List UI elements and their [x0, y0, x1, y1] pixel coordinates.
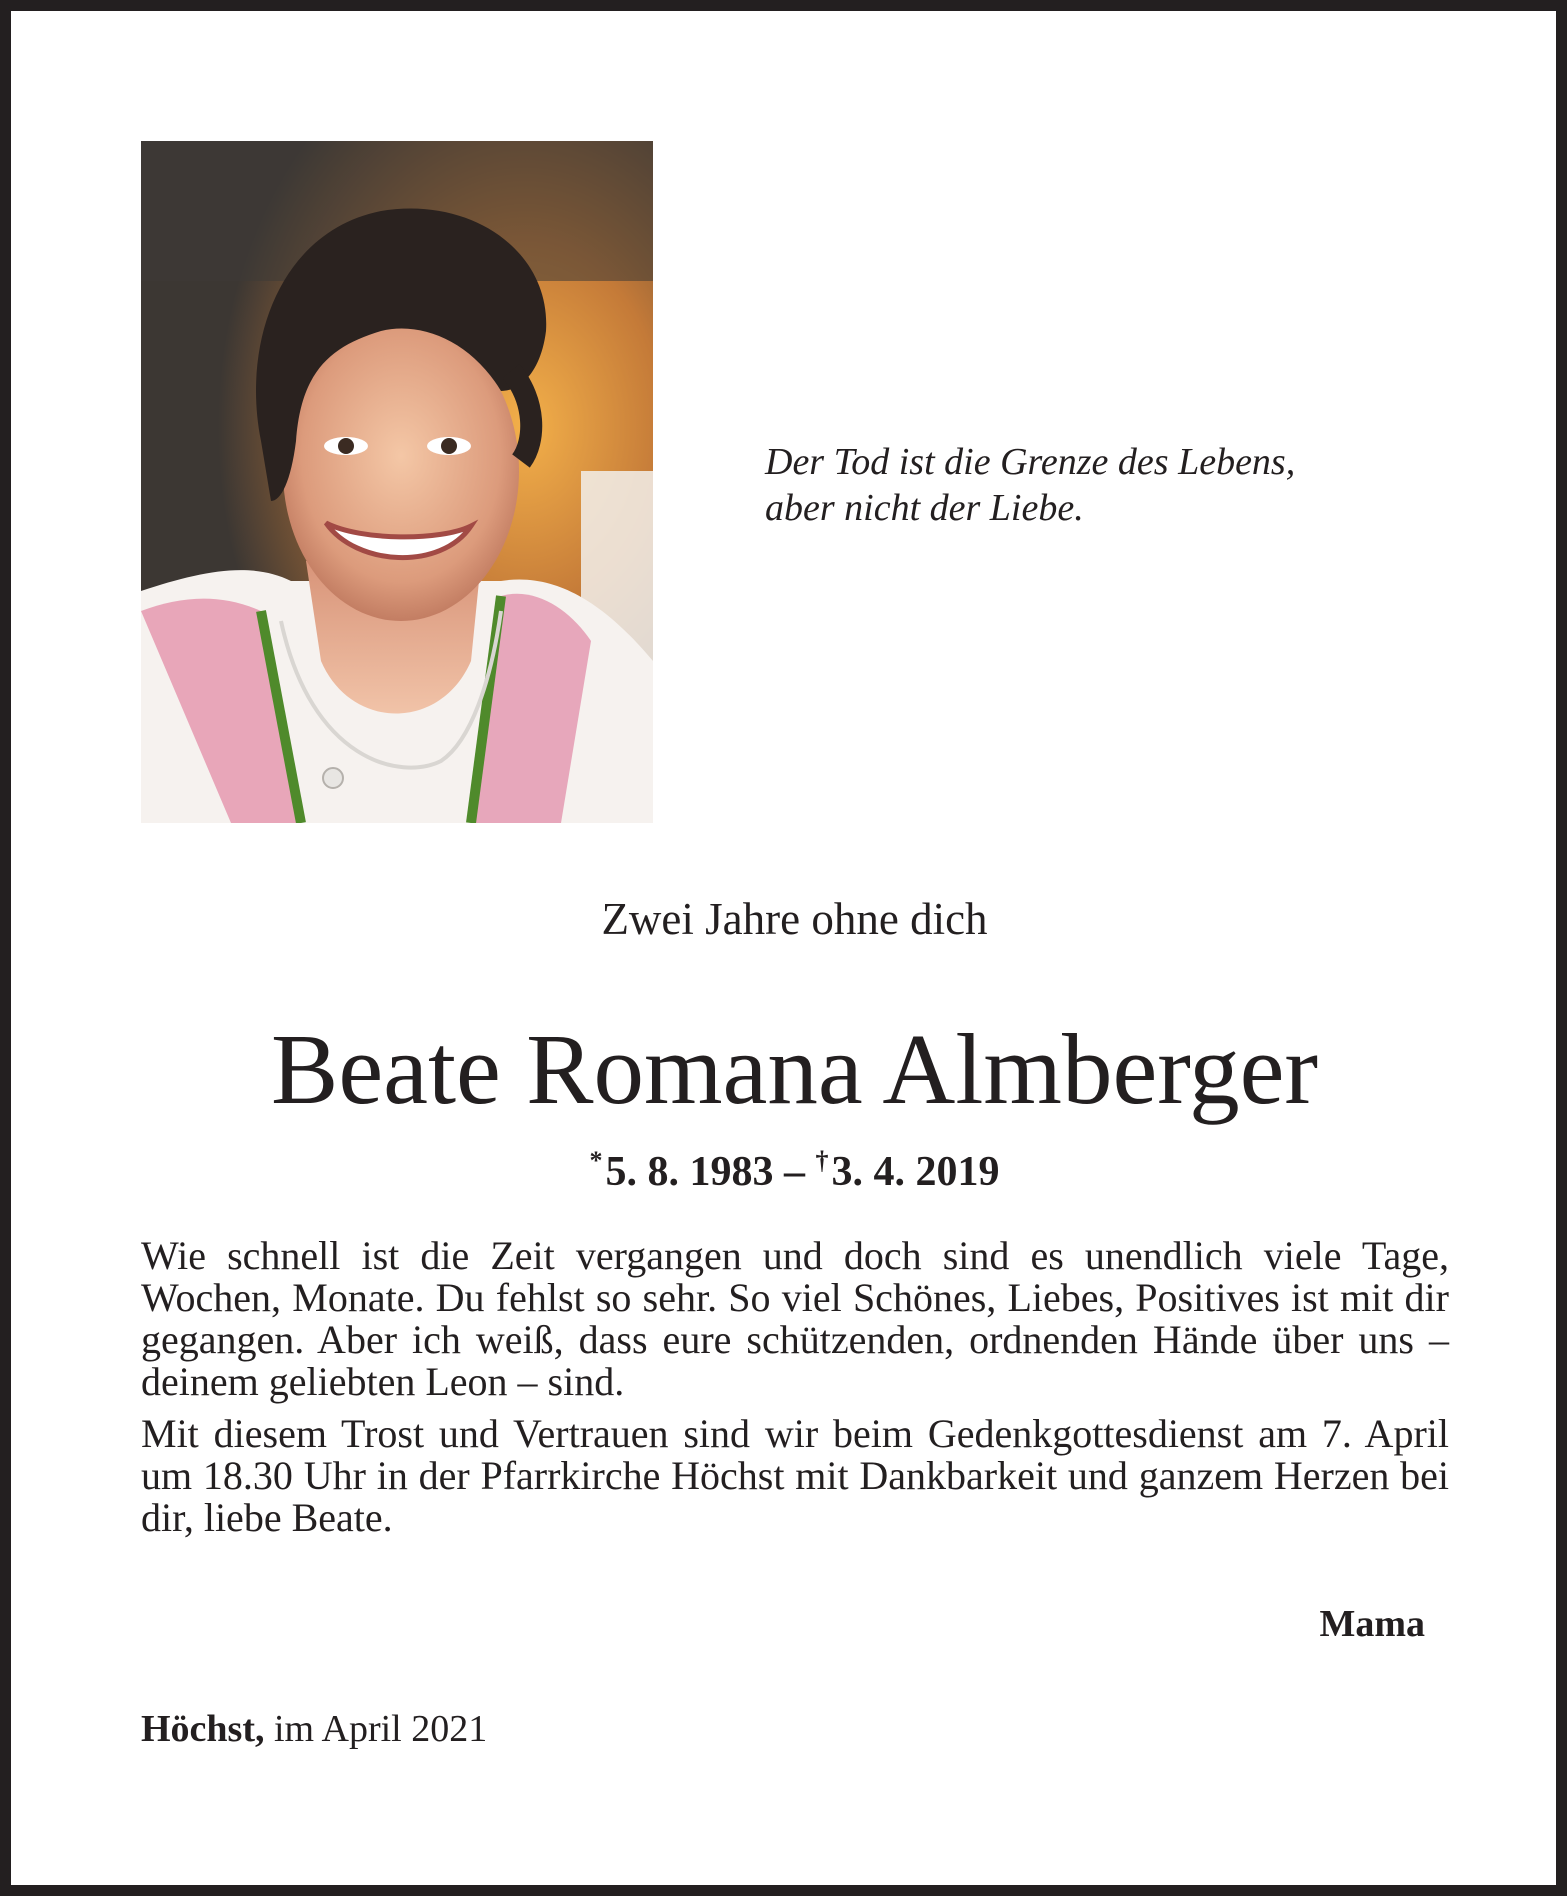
paragraph-2: Mit diesem Trost und Vertrauen sind wir beim Gedenkgottesdienst am 7. April um 18.30 Uhr in der Pfarrkirche Höchst mit Dankbarkeit und ganzem Herzen bei dir, liebe Beate.: [141, 1411, 1449, 1540]
life-dates: [11, 1135, 1567, 1198]
death-date: 3. 4. 2019: [831, 1149, 1000, 1195]
date-separator: –: [773, 1149, 816, 1195]
deceased-name: Beate Romana Almberger: [270, 1013, 1319, 1125]
memorial-text: [141, 1235, 1449, 1549]
death-mark: †: [815, 1146, 829, 1175]
quote-line-2: aber nicht der Liebe.: [765, 487, 1084, 529]
birth-date: 5. 8. 1983: [605, 1149, 774, 1195]
subtitle: Zwei Jahre ohne dich: [601, 894, 988, 944]
place-town: Höchst,: [141, 1708, 265, 1750]
place-date-line: [141, 1706, 487, 1752]
place-date: im April 2021: [264, 1708, 488, 1750]
birth-mark: *: [589, 1146, 603, 1175]
paragraph-1: Wie schnell ist die Zeit vergangen und doch sind es unendlich viele Tage, Wochen, Monate. Du fehlst so sehr. So viel Schönes, Liebes, Positives ist mit dir gegangen. Aber ich weiß, dass eure schützenden, ordnenden Hände über uns – deinem geliebten Leon – sind.: [141, 1233, 1449, 1404]
memorial-quote: [765, 439, 1295, 531]
quote-line-1: Der Tod ist die Grenze des Lebens,: [765, 441, 1296, 483]
portrait-photo: [141, 141, 653, 823]
signature: Mama: [1319, 1603, 1425, 1645]
